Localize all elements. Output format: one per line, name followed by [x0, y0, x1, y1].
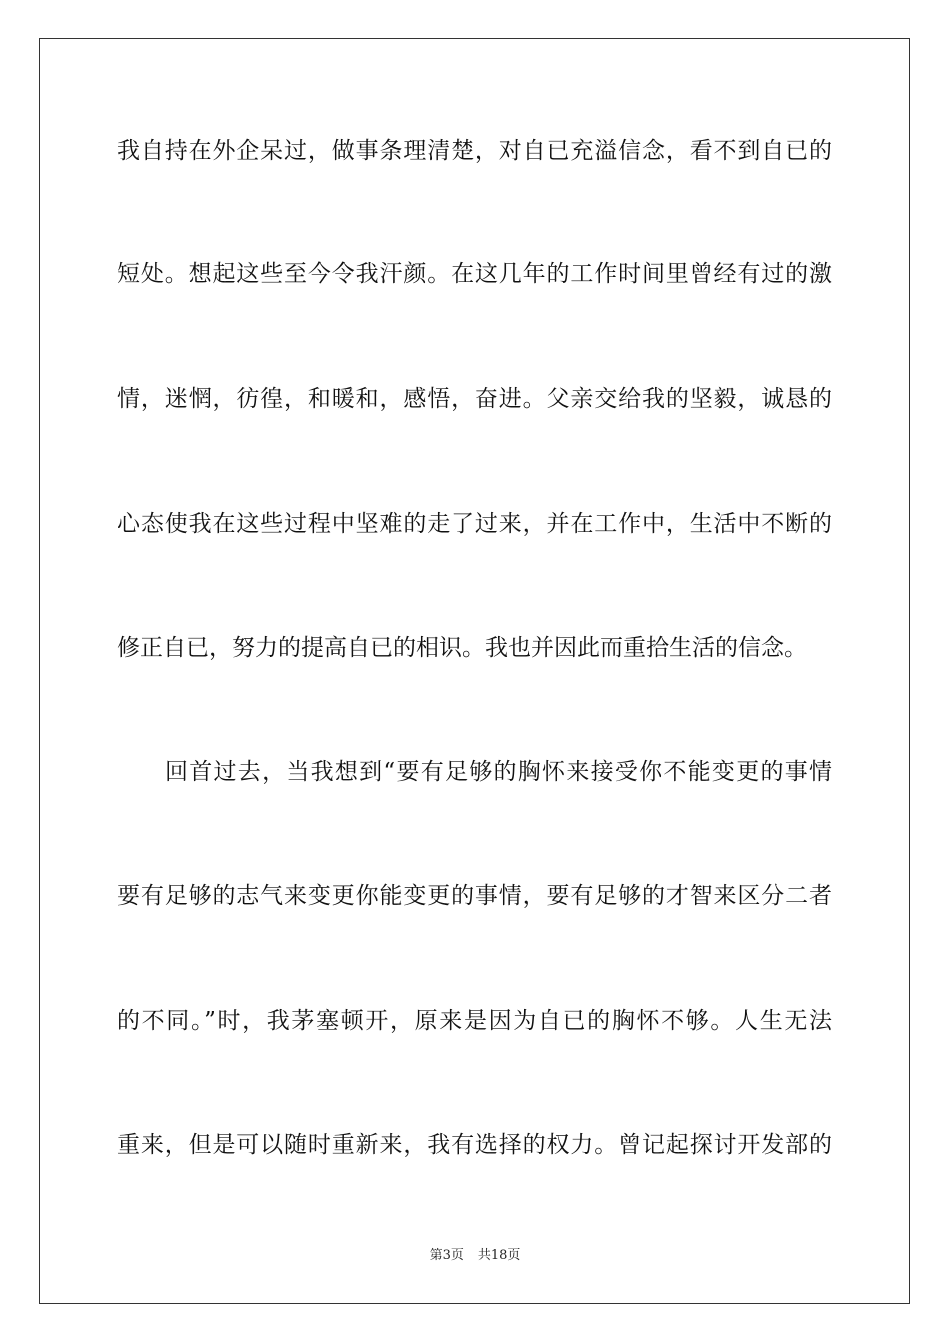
- paragraph-line-4: 心态使我在这些过程中坚难的走了过来，并在工作中，生活中不断的: [117, 511, 832, 537]
- page-number-current: 第3页: [429, 1248, 464, 1263]
- paragraph-line-3: 情，迷惘，彷徨，和暖和，感悟，奋进。父亲交给我的坚毅，诚恳的: [117, 386, 832, 412]
- paragraph-line-1: 我自持在外企呆过，做事条理清楚，对自已充溢信念，看不到自已的: [117, 138, 832, 164]
- page-border: [39, 38, 910, 1304]
- paragraph-line-9: 重来，但是可以随时重新来，我有选择的权力。曾记起探讨开发部的: [117, 1132, 832, 1158]
- page-number-total: 共18页: [477, 1248, 521, 1263]
- paragraph-line-2: 短处。想起这些至今令我汗颜。在这几年的工作时间里曾经有过的激: [117, 261, 832, 287]
- paragraph-line-8: 的不同。”时，我茅塞顿开，原来是因为自已的胸怀不够。人生无法: [117, 1008, 832, 1034]
- paragraph-line-6: 回首过去，当我想到“要有足够的胸怀来接受你不能变更的事情: [165, 759, 832, 785]
- paragraph-line-5: 修正自已，努力的提高自已的相识。我也并因此而重拾生活的信念。: [117, 635, 807, 661]
- page-footer: [0, 1248, 950, 1264]
- paragraph-line-7: 要有足够的志气来变更你能变更的事情，要有足够的才智来区分二者: [117, 883, 832, 909]
